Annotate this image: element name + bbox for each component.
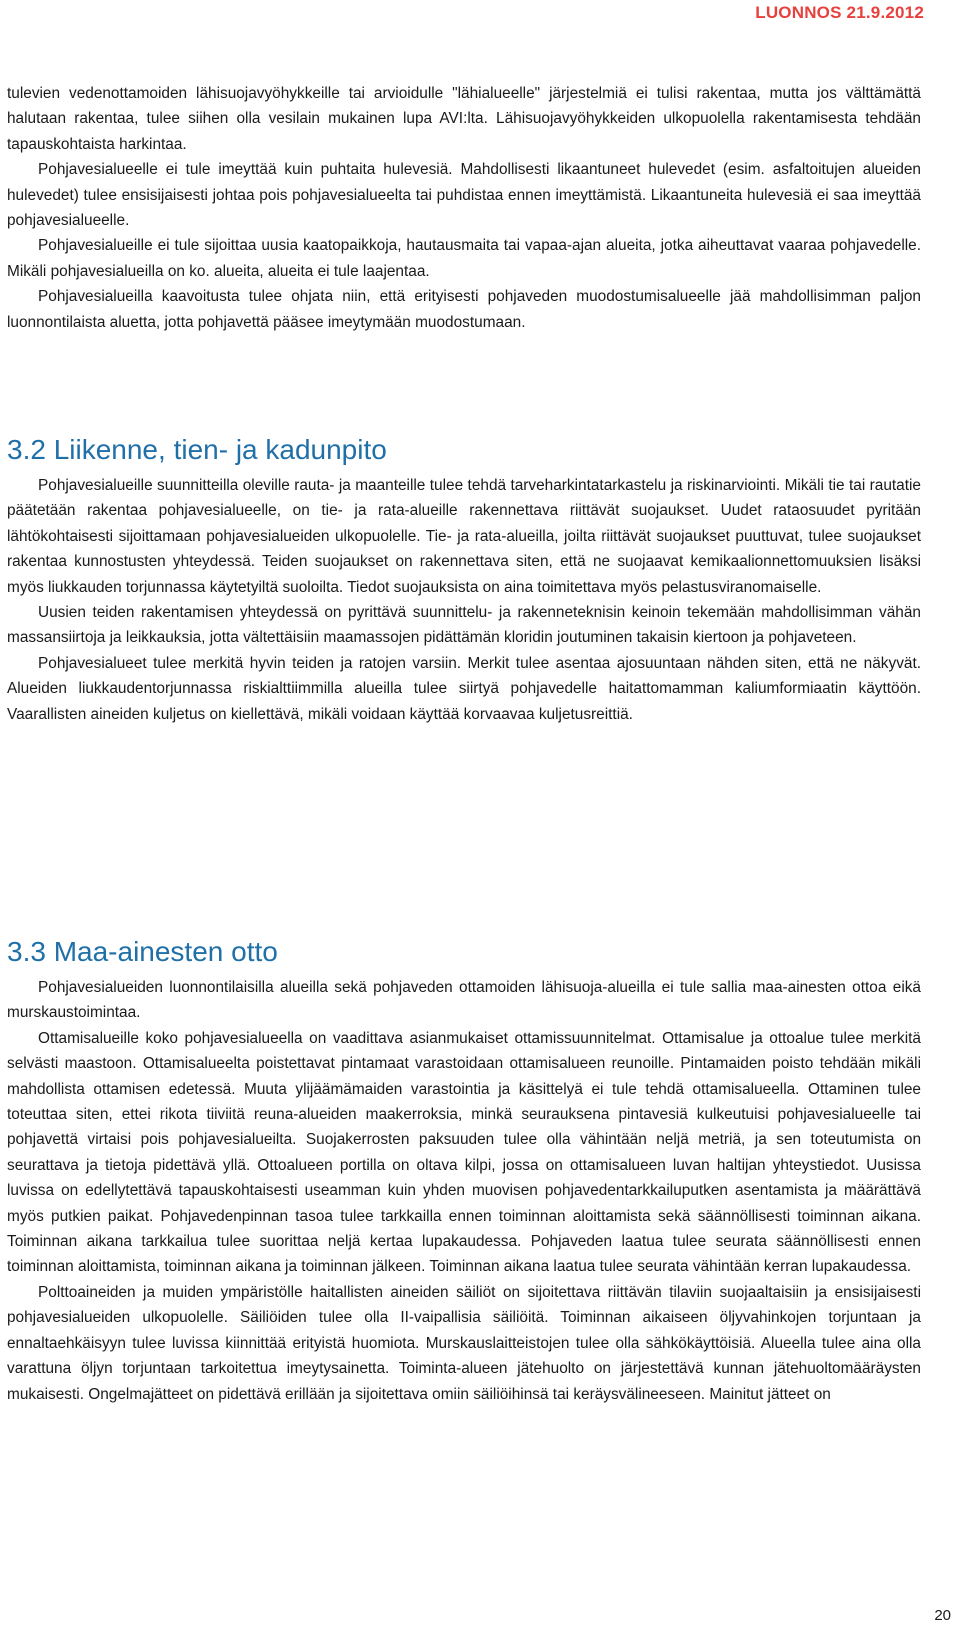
section-heading: 3.3 Maa-ainesten otto xyxy=(7,936,278,967)
paragraph: Pohjavesialueille suunnitteilla oleville rauta- ja maanteille tulee tehdä tarveharkintatarkastelu ja riskinarviointi. Mikäli tie tai rautatie päätetään rakentaa pohjavesialueelle, on tie- ja rata-alueille rakennettava riittävät suojaukset. Uudet rataosuudet pyritään lähtökohtaisesti sijoittamaan pohjavesialueiden ulkopuolelle. Tie- ja rata-alueilla, joilta riittävät suojaukset puuttuvat, tulee suojaukset rakentaa kunnostusten yhteydessä. Teiden suojaukset on rakennettava siten, että ne suojaavat kemikaalionnettomuuksien lisäksi myös liukkauden torjunnassa käytetyiltä suoloilta. Tiedot suojauksista on aina toimitettava myös pelastusviranomaiselle. xyxy=(7,477,921,596)
section-heading: 3.2 Liikenne, tien- ja kadunpito xyxy=(7,434,387,465)
section-traffic xyxy=(7,431,921,727)
paragraph: Ottamisalueille koko pohjavesialueella on vaadittava asianmukaiset ottamissuunnitelmat. Ottamisalue ja ottoalue tulee merkitä selvästi maastoon. Ottamisalueelta poistettavat pintamaat varastoidaan ottamisalueen reunoille. Pintamaiden poisto tehdään mikäli mahdollista ottamisen edetessä. Muuta ylijäämämaiden varastointia ja käsittelyä ei tule tehdä ottamisalueella. Ottaminen tulee toteuttaa siten, ettei rikota tiiviitä reuna-alueiden maakerroksia, minkä seurauksena pintavesiä kulkeutuisi pohjavesialueelle tai pohjavettä virtaisi pois pohjavesialueilta. Suojakerrosten paksuuden tulee olla vähintään neljä metriä, ja sen toteutumista on seurattava ja tietoja pidettävä yllä. Ottoalueen portilla on oltava kilpi, jossa on ottamisalueen luvan haltijan yhteystiedot. Uusissa luvissa on edellytettävä tapauskohtaisesti useamman kuin yhden muovisen pohjavedentarkkailuputken asentamista ja määrättävä myös putkien paikat. Pohjavedenpinnan tasoa tulee tarkkailla ennen toiminnan aloittamista sekä säännöllisesti toiminnan aikana. Toiminnan aikana tarkkailua tulee suorittaa neljä kertaa lupakaudessa. Pohjaveden laatua tulee seurata säännöllisesti ennen toiminnan aloittamista, toiminnan aikana ja toiminnan jälkeen. Toiminnan aikana laatua tulee seurata vähintään kerran lupakaudessa. xyxy=(7,1029,921,1276)
paragraph: Uusien teiden rakentamisen yhteydessä on pyrittävä suunnittelu- ja rakenneteknisin keinoin tekemään mahdollisimman vähän massansiirtoja ja leikkauksia, jotta vältettäisiin maamassojen pidättämän kloridin joutuminen takaisin kiertoon ja pohjaveteen. xyxy=(7,604,921,647)
paragraph: Polttoaineiden ja muiden ympäristölle haitallisten aineiden säiliöt on sijoitettava riittävän tilaviin suojaaltaisiin ja ensisijaisesti pohjavesialueiden ulkopuolelle. Säiliöiden tulee olla II-vaipallisia säiliöitä. Toiminnan aikaiseen öljyvahinkojen torjuntaan ja ennaltaehkäisyyn tulee luvissa kiinnittää erityistä huomiota. Murskauslaitteistojen tulee olla sähkökäyttöisiä. Alueella tulee aina olla varattuna öljyn torjuntaan tarkoitettua imeytysainetta. Toiminta-alueen jätehuolto on järjestettävä kunnan jätehuoltomääräysten mukaisesti. Ongelmajätteet on pidettävä erillään ja sijoitettava omiin säiliöihinsä tai keräysvälineeseen. Mainitut jätteet on xyxy=(7,1283,921,1403)
paragraph: Pohjavesialueelle ei tule imeyttää kuin puhtaita hulevesiä. Mahdollisesti likaantuneet hulevedet (esim. asfaltoitujen alueiden hulevedet) tulee ensisijaisesti johtaa pois pohjavesialueelta tai puhdistaa ennen imeyttämistä. Likaantuneita hulevesiä ei saa imeyttää pohjavesialueelle. xyxy=(7,161,921,230)
page-number: 20 xyxy=(934,1607,951,1624)
paragraph: Pohjavesialueiden luonnontilaisilla alueilla sekä pohjaveden ottamoiden lähisuoja-alueilla ei tule sallia maa-ainesten ottoa eikä murskaustoimintaa. xyxy=(7,979,921,1022)
paragraph: Pohjavesialueilla kaavoitusta tulee ohjata niin, että erityisesti pohjaveden muodostumisalueelle jää mahdollisimman paljon luonnontilaista aluetta, jotta pohjavettä pääsee imeytymään muodostumaan. xyxy=(7,288,921,331)
paragraph: Pohjavesialueet tulee merkitä hyvin teiden ja ratojen varsiin. Merkit tulee asentaa ajosuuntaan nähden siten, että ne näkyvät. Alueiden liukkaudentorjunnassa riskialttiimmilla alueilla tulee siirtyä pohjavedelle haitattomamman kaliumformiaatin käyttöön. Vaarallisten aineiden kuljetus on kiellettävä, mikäli voidaan käyttää korvaavaa kuljetusreittiä. xyxy=(7,654,921,723)
draft-header: LUONNOS 21.9.2012 xyxy=(755,3,924,22)
paragraph: tulevien vedenottamoiden lähisuojavyöhykkeille tai arvioidulle "lähialueelle" järjestelmiä ei tulisi rakentaa, mutta jos välttämättä halutaan rakentaa, tulee siihen olla vesilain mukainen lupa AVI:lta. Lähisuojavyöhykkeiden ulkopuolella rakentamisesta tehdään tapauskohtaista harkintaa. xyxy=(7,85,921,153)
section-aggregate xyxy=(7,933,921,1407)
intro-text-block xyxy=(7,81,921,335)
paragraph: Pohjavesialueille ei tule sijoittaa uusia kaatopaikkoja, hautausmaita tai vapaa-ajan alueita, jotka aiheuttavat vaaraa pohjavedelle. Mikäli pohjavesialueilla on ko. alueita, alueita ei tule laajentaa. xyxy=(7,237,921,280)
